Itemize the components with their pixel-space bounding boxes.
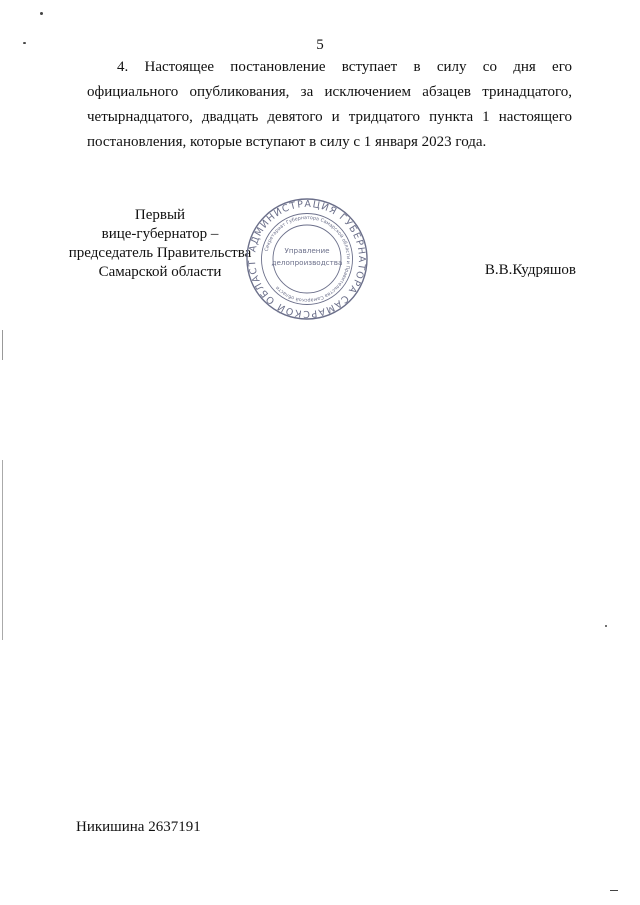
executor-footer: Никишина 2637191	[76, 819, 201, 835]
seal-center-line: делопроизводства	[271, 258, 343, 267]
seal-center-line: Управление	[284, 246, 330, 255]
page-number: 5	[316, 37, 324, 53]
paragraph-line: четырнадцатого, двадцать девятого и тридцатого пункта 1 настоящего	[87, 109, 572, 125]
paragraph-line: 4. Настоящее постановление вступает в силу со дня его	[117, 59, 572, 75]
paragraph-line: постановления, которые вступают в силу с 1 января 2023 года.	[87, 134, 487, 150]
signatory-title-line: Первый	[134, 207, 186, 223]
scan-speck	[2, 330, 3, 360]
signatory-title-line: председатель Правительства	[68, 245, 252, 261]
official-seal	[244, 196, 370, 322]
paragraph-line: официального опубликования, за исключением абзацев тринадцатого,	[87, 84, 572, 100]
signatory-title-line: вице-губернатор –	[101, 226, 219, 242]
scan-speck	[605, 625, 607, 627]
scan-speck	[2, 460, 3, 640]
scan-speck	[23, 42, 26, 44]
scan-speck	[40, 12, 43, 15]
signatory-title-line: Самарской области	[98, 264, 222, 280]
body-paragraph	[87, 55, 572, 155]
seal-outer-text: АДМИНИСТРАЦИЯ ГУБЕРНАТОРА САМАРСКОЙ ОБЛАСТ	[246, 198, 368, 320]
seal-inner-text: Секретариат Губернатора Самарской области и Правительства Самарской области	[264, 215, 351, 303]
scan-speck	[610, 890, 618, 891]
seal-icon	[244, 196, 370, 322]
signatory-name: В.В.Кудряшов	[484, 262, 576, 278]
signatory-title	[60, 206, 260, 282]
